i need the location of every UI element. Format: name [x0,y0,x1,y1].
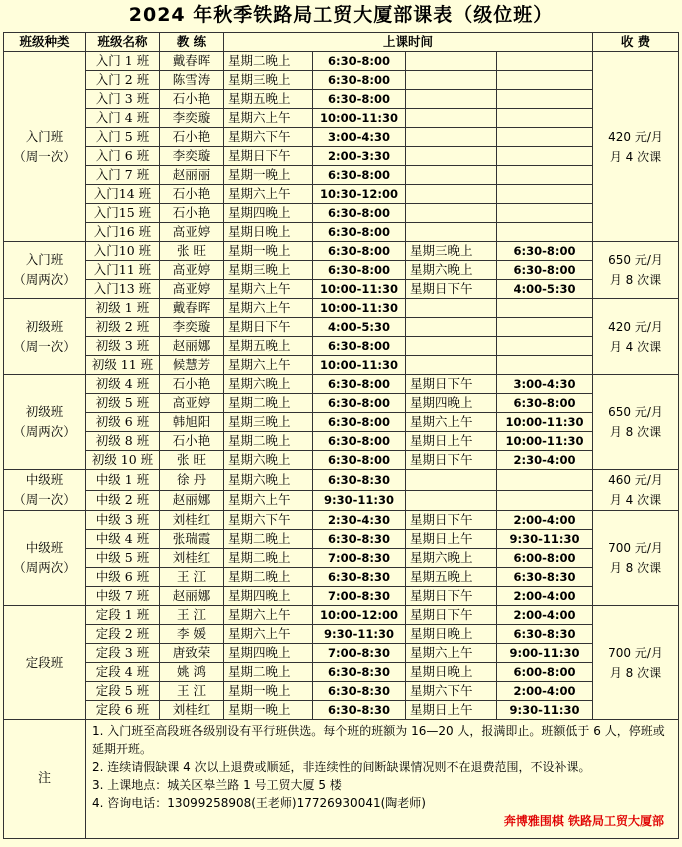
coach-name: 唐致荣 [160,644,224,663]
table-row [4,432,679,451]
table-row [4,530,679,549]
class-fee: 460 元/月 月 4 次课 [593,470,679,511]
session-1-time: 6:30-8:00 [313,261,406,280]
session-1-day: 星期一晚上 [224,682,313,701]
coach-name: 刘桂红 [160,511,224,530]
session-1-day: 星期二晚上 [224,663,313,682]
session-2-day [406,166,497,185]
session-1-time: 9:30-11:30 [313,490,406,511]
session-1-day: 星期六晚上 [224,375,313,394]
session-1-day: 星期六晚上 [224,470,313,491]
schedule-body [4,52,679,720]
session-2-time [497,147,593,166]
class-category: 定段班 [4,606,86,720]
class-name: 入门11 班 [86,261,160,280]
session-1-time: 4:00-5:30 [313,318,406,337]
session-1-time: 10:30-12:00 [313,185,406,204]
class-category: 初级班 （周一次） [4,299,86,375]
session-2-day [406,337,497,356]
session-1-day: 星期六上午 [224,299,313,318]
class-name: 入门16 班 [86,223,160,242]
table-row [4,185,679,204]
class-name: 入门10 班 [86,242,160,261]
session-1-time: 6:30-8:00 [313,451,406,470]
session-2-day [406,52,497,71]
session-1-day: 星期三晚上 [224,413,313,432]
class-fee: 700 元/月 月 8 次课 [593,606,679,720]
session-1-day: 星期六上午 [224,625,313,644]
table-row [4,299,679,318]
notes-row [4,720,679,839]
session-1-time: 6:30-8:00 [313,413,406,432]
coach-name: 徐 丹 [160,470,224,491]
session-2-time: 2:00-4:00 [497,587,593,606]
class-name: 初级 11 班 [86,356,160,375]
class-fee: 650 元/月 月 8 次课 [593,242,679,299]
class-name: 入门 5 班 [86,128,160,147]
table-row [4,490,679,511]
coach-name: 李 媛 [160,625,224,644]
coach-name: 李奕璇 [160,318,224,337]
coach-name: 王 江 [160,568,224,587]
session-1-time: 10:00-11:30 [313,299,406,318]
table-row [4,663,679,682]
coach-name: 韩旭阳 [160,413,224,432]
session-2-time: 9:30-11:30 [497,530,593,549]
session-1-day: 星期二晚上 [224,394,313,413]
session-2-time: 2:00-4:00 [497,511,593,530]
coach-name: 高亚婷 [160,394,224,413]
session-2-time [497,166,593,185]
session-1-day: 星期六上午 [224,109,313,128]
session-1-day: 星期四晚上 [224,204,313,223]
coach-name: 高亚婷 [160,261,224,280]
coach-name: 王 江 [160,682,224,701]
session-2-time: 3:00-4:30 [497,375,593,394]
session-1-day: 星期六上午 [224,356,313,375]
session-2-day [406,109,497,128]
session-1-day: 星期日下午 [224,318,313,337]
session-2-day [406,204,497,223]
class-fee: 420 元/月 月 4 次课 [593,52,679,242]
table-row [4,606,679,625]
coach-name: 高亚婷 [160,280,224,299]
session-2-day: 星期日下午 [406,511,497,530]
session-1-time: 6:30-8:30 [313,568,406,587]
session-1-day: 星期二晚上 [224,568,313,587]
table-row [4,549,679,568]
session-2-day: 星期日晚上 [406,625,497,644]
table-row [4,280,679,299]
session-2-time: 6:00-8:00 [497,549,593,568]
coach-name: 石小艳 [160,432,224,451]
session-1-time: 6:30-8:00 [313,90,406,109]
class-fee: 650 元/月 月 8 次课 [593,375,679,470]
coach-name: 赵丽娜 [160,490,224,511]
table-row [4,318,679,337]
class-fee: 700 元/月 月 8 次课 [593,511,679,606]
class-name: 入门 7 班 [86,166,160,185]
session-2-day: 星期六下午 [406,682,497,701]
session-2-time: 9:00-11:30 [497,644,593,663]
session-1-time: 6:30-8:00 [313,71,406,90]
class-name: 初级 3 班 [86,337,160,356]
session-2-time: 2:00-4:00 [497,682,593,701]
class-name: 入门 4 班 [86,109,160,128]
session-2-time: 9:30-11:30 [497,701,593,720]
session-1-time: 6:30-8:00 [313,242,406,261]
session-2-day: 星期三晚上 [406,242,497,261]
table-row [4,625,679,644]
session-1-time: 6:30-8:30 [313,682,406,701]
session-2-day [406,356,497,375]
session-1-day: 星期三晚上 [224,71,313,90]
table-row [4,204,679,223]
session-1-time: 6:30-8:30 [313,470,406,491]
note-3: 3. 上课地点：城关区皋兰路 1 号工贸大厦 5 楼 [92,778,342,792]
session-2-time: 10:00-11:30 [497,413,593,432]
coach-name: 刘桂红 [160,549,224,568]
session-1-day: 星期六下午 [224,128,313,147]
class-category: 中级班 （周两次） [4,511,86,606]
coach-name: 赵丽娜 [160,337,224,356]
notes-block [86,720,679,839]
class-name: 中级 2 班 [86,490,160,511]
session-1-day: 星期四晚上 [224,587,313,606]
session-2-day: 星期日上午 [406,530,497,549]
table-row [4,52,679,71]
session-1-day: 星期六上午 [224,490,313,511]
session-1-time: 6:30-8:00 [313,223,406,242]
class-name: 入门13 班 [86,280,160,299]
class-name: 入门 1 班 [86,52,160,71]
session-1-time: 6:30-8:30 [313,701,406,720]
session-2-time [497,109,593,128]
class-category: 初级班 （周两次） [4,375,86,470]
session-1-time: 6:30-8:30 [313,530,406,549]
table-row [4,147,679,166]
session-1-time: 6:30-8:30 [313,663,406,682]
table-row [4,413,679,432]
session-2-time [497,299,593,318]
session-1-day: 星期日下午 [224,147,313,166]
class-name: 入门 6 班 [86,147,160,166]
table-row [4,337,679,356]
session-2-time [497,318,593,337]
header-class-time: 上课时间 [224,33,593,52]
session-1-day: 星期一晚上 [224,701,313,720]
header-class-name: 班级名称 [86,33,160,52]
note-4: 4. 咨询电话：13099258908(王老师)17726930041(陶老师) [92,796,426,810]
session-1-day: 星期日晚上 [224,223,313,242]
coach-name: 张瑞霞 [160,530,224,549]
session-1-time: 2:00-3:30 [313,147,406,166]
session-1-time: 6:30-8:00 [313,52,406,71]
session-2-day [406,490,497,511]
session-2-day [406,185,497,204]
session-1-time: 6:30-8:00 [313,337,406,356]
session-2-day: 星期六上午 [406,413,497,432]
table-row [4,261,679,280]
session-1-time: 6:30-8:00 [313,394,406,413]
session-1-time: 6:30-8:00 [313,375,406,394]
class-name: 入门 3 班 [86,90,160,109]
session-2-time [497,337,593,356]
session-2-time: 6:30-8:30 [497,625,593,644]
coach-name: 赵丽丽 [160,166,224,185]
class-name: 初级 10 班 [86,451,160,470]
table-row [4,451,679,470]
table-row [4,90,679,109]
session-1-time: 10:00-11:30 [313,109,406,128]
coach-name: 张 旺 [160,242,224,261]
session-1-time: 7:00-8:30 [313,549,406,568]
session-2-time: 6:30-8:00 [497,261,593,280]
session-1-time: 10:00-11:30 [313,356,406,375]
class-name: 定段 2 班 [86,625,160,644]
table-row [4,682,679,701]
table-row [4,128,679,147]
session-1-day: 星期二晚上 [224,432,313,451]
session-1-day: 星期六上午 [224,280,313,299]
class-name: 中级 5 班 [86,549,160,568]
table-row [4,166,679,185]
coach-name: 戴春晖 [160,299,224,318]
table-row [4,356,679,375]
session-2-day: 星期日下午 [406,587,497,606]
table-row [4,587,679,606]
session-1-day: 星期二晚上 [224,530,313,549]
session-2-day: 星期六晚上 [406,261,497,280]
session-2-time: 6:00-8:00 [497,663,593,682]
class-category: 中级班 （周一次） [4,470,86,511]
class-name: 入门 2 班 [86,71,160,90]
class-name: 定段 4 班 [86,663,160,682]
session-2-time: 6:30-8:30 [497,568,593,587]
table-row [4,375,679,394]
session-2-day [406,299,497,318]
session-2-day: 星期日下午 [406,451,497,470]
signature: 奔博雅围棋 铁路局工贸大厦部 [503,814,664,828]
session-1-day: 星期六上午 [224,606,313,625]
class-name: 定段 5 班 [86,682,160,701]
coach-name: 陈雪涛 [160,71,224,90]
class-name: 初级 2 班 [86,318,160,337]
class-name: 入门14 班 [86,185,160,204]
session-1-time: 10:00-11:30 [313,280,406,299]
session-1-time: 10:00-12:00 [313,606,406,625]
session-2-day: 星期六上午 [406,644,497,663]
session-1-day: 星期四晚上 [224,644,313,663]
session-2-time [497,90,593,109]
class-category: 入门班 （周两次） [4,242,86,299]
session-2-time: 2:00-4:00 [497,606,593,625]
class-name: 初级 4 班 [86,375,160,394]
session-2-time [497,52,593,71]
session-1-time: 3:00-4:30 [313,128,406,147]
note-1: 1. 入门班至高段班各级别设有平行班供选。每个班的班额为 16—20 人，报满即止。班额低于 6 人，停班或延期开班。 [92,724,665,756]
session-1-day: 星期五晚上 [224,90,313,109]
session-1-time: 7:00-8:30 [313,644,406,663]
session-2-day: 星期日晚上 [406,663,497,682]
class-name: 中级 1 班 [86,470,160,491]
session-1-time: 6:30-8:00 [313,166,406,185]
session-2-time: 6:30-8:00 [497,242,593,261]
notes-label: 注 [4,720,86,839]
session-2-time [497,128,593,147]
class-name: 定段 6 班 [86,701,160,720]
session-1-day: 星期五晚上 [224,337,313,356]
table-row [4,223,679,242]
session-2-time: 6:30-8:00 [497,394,593,413]
class-name: 初级 5 班 [86,394,160,413]
session-1-day: 星期二晚上 [224,549,313,568]
session-1-time: 6:30-8:00 [313,432,406,451]
coach-name: 石小艳 [160,185,224,204]
coach-name: 王 江 [160,606,224,625]
table-row [4,242,679,261]
session-2-day: 星期日下午 [406,606,497,625]
session-1-day: 星期一晚上 [224,166,313,185]
table-row [4,394,679,413]
coach-name: 李奕璇 [160,109,224,128]
session-2-day [406,90,497,109]
class-name: 初级 1 班 [86,299,160,318]
class-name: 初级 8 班 [86,432,160,451]
class-name: 初级 6 班 [86,413,160,432]
session-2-day: 星期五晚上 [406,568,497,587]
page-title: 2024 年秋季铁路局工贸大厦部课表（级位班） [128,4,554,26]
schedule-table [3,32,679,839]
session-2-time: 10:00-11:30 [497,432,593,451]
session-2-time: 2:30-4:00 [497,451,593,470]
coach-name: 候慧芳 [160,356,224,375]
session-2-time: 4:00-5:30 [497,280,593,299]
table-row [4,71,679,90]
table-row [4,644,679,663]
session-1-time: 9:30-11:30 [313,625,406,644]
class-fee: 420 元/月 月 4 次课 [593,299,679,375]
session-2-time [497,185,593,204]
session-2-time [497,470,593,491]
session-1-day: 星期三晚上 [224,261,313,280]
session-2-day [406,223,497,242]
session-1-time: 2:30-4:30 [313,511,406,530]
table-row [4,511,679,530]
table-row [4,109,679,128]
session-1-day: 星期二晚上 [224,52,313,71]
note-2: 2. 连续请假缺课 4 次以上退费或顺延，非连续性的间断缺课情况则不在退费范围，不设补课。 [92,760,591,774]
coach-name: 石小艳 [160,375,224,394]
session-1-time: 7:00-8:30 [313,587,406,606]
class-name: 中级 7 班 [86,587,160,606]
coach-name: 张 旺 [160,451,224,470]
header-category: 班级种类 [4,33,86,52]
session-2-day: 星期日下午 [406,280,497,299]
coach-name: 石小艳 [160,90,224,109]
session-2-day: 星期日上午 [406,701,497,720]
coach-name: 石小艳 [160,204,224,223]
session-2-day [406,318,497,337]
session-1-day: 星期六下午 [224,511,313,530]
session-2-time [497,356,593,375]
header-fee: 收 费 [593,33,679,52]
session-2-day: 星期六晚上 [406,549,497,568]
class-name: 定段 3 班 [86,644,160,663]
session-2-time [497,490,593,511]
coach-name: 赵丽娜 [160,587,224,606]
table-row [4,568,679,587]
class-name: 定段 1 班 [86,606,160,625]
session-1-time: 6:30-8:00 [313,204,406,223]
session-2-day [406,470,497,491]
table-row [4,701,679,720]
session-1-day: 星期六晚上 [224,451,313,470]
class-name: 中级 4 班 [86,530,160,549]
session-1-day: 星期六上午 [224,185,313,204]
session-2-day [406,128,497,147]
header-row [4,33,679,52]
coach-name: 石小艳 [160,128,224,147]
coach-name: 高亚婷 [160,223,224,242]
session-2-day [406,147,497,166]
session-2-time [497,223,593,242]
session-2-day [406,71,497,90]
session-2-day: 星期日下午 [406,375,497,394]
session-1-day: 星期一晚上 [224,242,313,261]
session-2-day: 星期四晚上 [406,394,497,413]
session-2-day: 星期日上午 [406,432,497,451]
class-name: 中级 3 班 [86,511,160,530]
session-2-time [497,71,593,90]
coach-name: 戴春晖 [160,52,224,71]
table-row [4,470,679,491]
coach-name: 刘桂红 [160,701,224,720]
header-coach: 教 练 [160,33,224,52]
class-name: 中级 6 班 [86,568,160,587]
coach-name: 李奕璇 [160,147,224,166]
class-category: 入门班 （周一次） [4,52,86,242]
coach-name: 姚 鸿 [160,663,224,682]
class-name: 入门15 班 [86,204,160,223]
session-2-time [497,204,593,223]
